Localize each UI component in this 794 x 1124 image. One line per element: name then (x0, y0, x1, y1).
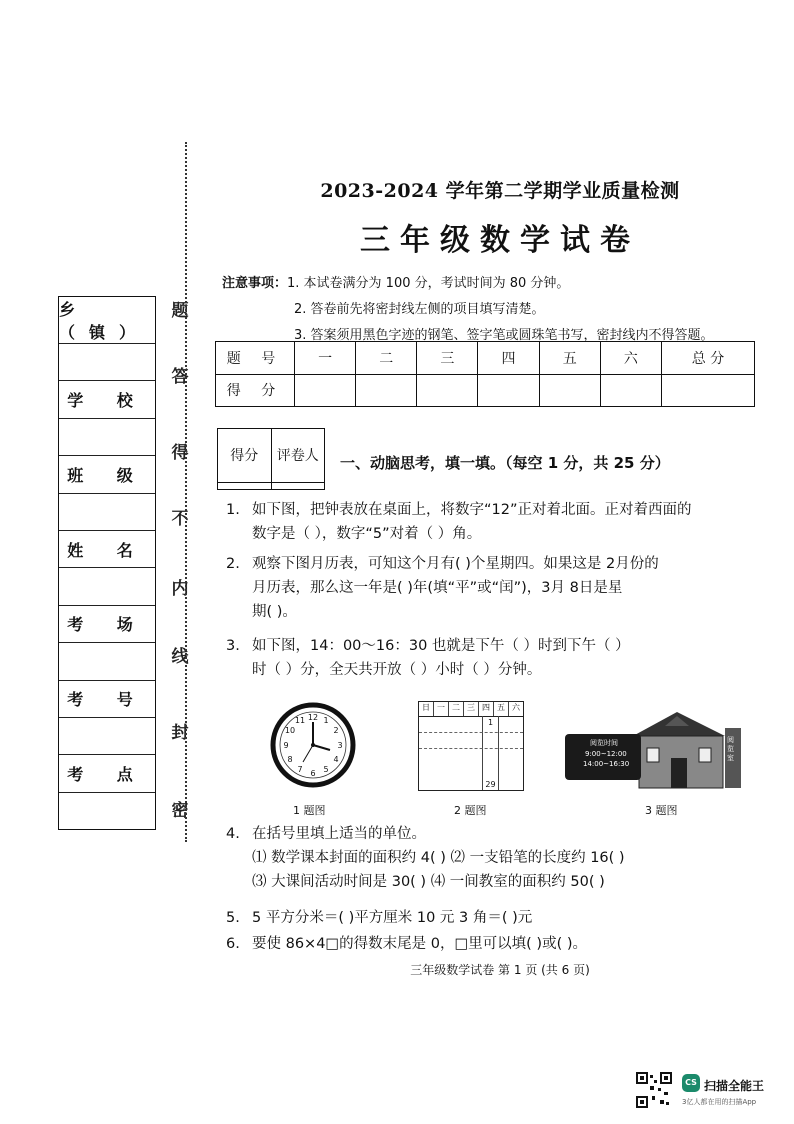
score-cell[interactable] (478, 374, 539, 407)
calendar-last-date: 29 (485, 780, 496, 789)
svg-text:5: 5 (323, 765, 329, 774)
student-info-table (58, 296, 156, 830)
seal-char: 封 (171, 723, 189, 743)
question-number: 5. (226, 910, 240, 926)
field-school-blank[interactable] (59, 419, 155, 456)
field-exam-number-blank[interactable] (59, 718, 155, 755)
seal-char: 线 (171, 647, 189, 667)
question-text: 观察下图月历表，可知这个月有( )个星期四。如果这是 2月份的 (252, 556, 659, 572)
clock-figure (270, 702, 356, 788)
figure-3-caption: 3 题图 (645, 804, 678, 817)
library-hours-morning: 9:00~12:00 (585, 750, 627, 758)
score-col: 三 (417, 342, 478, 375)
svg-text:7: 7 (297, 765, 303, 774)
figure-1-caption: 1 题图 (293, 804, 326, 817)
grader-score-label: 得分 (218, 429, 272, 483)
field-township-blank[interactable] (59, 344, 155, 381)
question-6 (226, 932, 756, 956)
seal-char: 得 (171, 443, 189, 463)
note-item: 2. 答卷前先将密封线左侧的项目填写清楚。 (294, 302, 545, 317)
calendar-day: 四 (479, 702, 494, 716)
field-school: 学 校 (59, 381, 155, 418)
grader-name-cell[interactable] (271, 482, 325, 489)
field-exam-room-blank[interactable] (59, 643, 155, 680)
score-table-header-label: 题 号 (216, 342, 295, 375)
svg-text:10: 10 (284, 726, 296, 735)
score-cell-total[interactable] (662, 374, 755, 407)
score-table (215, 341, 755, 407)
score-cell[interactable] (417, 374, 478, 407)
score-col-total: 总 分 (662, 342, 755, 375)
question-text: 时（ ）分，全天共开放（ ）小时（ ）分钟。 (252, 662, 542, 678)
note-item: 3. 答案须用黑色字迹的钢笔、签字笔或圆珠笔书写，密封线内不得答题。 (294, 328, 714, 343)
library-sign-title: 阅览时间 (590, 739, 618, 747)
question-1 (226, 498, 756, 546)
question-text: 期( )。 (252, 604, 297, 620)
question-text: 如下图，14：00～16：30 也就是下午（ ）时到下午（ ） (252, 638, 630, 654)
question-text: ⑴ 数学课本封面的面积约 4( ) ⑵ 一支铅笔的长度约 16( ) (252, 850, 625, 866)
calendar-day: 五 (494, 702, 509, 716)
seal-char: 内 (171, 579, 189, 599)
question-number: 4. (226, 826, 240, 842)
question-2 (226, 552, 756, 624)
section-1-title: 一、动脑思考，填一填。（每空 1 分，共 25 分） (340, 454, 670, 472)
seal-dashed-line (185, 142, 187, 842)
notes-label: 注意事项： (222, 276, 288, 291)
svg-text:3: 3 (337, 741, 343, 750)
exam-subtitle: 三年级数学试卷 (360, 223, 640, 258)
field-exam-site: 考 点 (59, 755, 155, 792)
question-text: ⑶ 大课间活动时间是 30( ) ⑷ 一间教室的面积约 50( ) (252, 874, 605, 890)
calendar-day: 三 (464, 702, 479, 716)
calendar-first-date: 1 (487, 718, 494, 727)
score-cell[interactable] (295, 374, 356, 407)
field-name: 姓 名 (59, 531, 155, 568)
svg-text:8: 8 (287, 755, 293, 764)
question-text: 在括号里填上适当的单位。 (252, 826, 426, 842)
question-text: 如下图，把钟表放在桌面上，将数字“12”正对着北面。正对着西面的 (252, 502, 692, 518)
score-cell[interactable] (356, 374, 417, 407)
svg-text:2: 2 (333, 726, 339, 735)
question-number: 6. (226, 936, 240, 952)
grader-score-cell[interactable] (218, 482, 272, 489)
question-number: 2. (226, 556, 240, 572)
score-row-label: 得 分 (216, 374, 295, 407)
field-name-blank[interactable] (59, 568, 155, 605)
calendar-day: 二 (449, 702, 464, 716)
library-hours-afternoon: 14:00~16:30 (583, 760, 630, 768)
qr-code-icon (636, 1072, 672, 1108)
svg-text:6: 6 (310, 769, 316, 778)
score-col: 二 (356, 342, 417, 375)
exam-title: 2023-2024 学年第二学期学业质量检测 (320, 180, 680, 202)
question-number: 1. (226, 502, 240, 518)
score-col: 四 (478, 342, 539, 375)
svg-text:4: 4 (333, 755, 339, 764)
question-text: 5 平方分米＝( )平方厘米 10 元 3 角＝( )元 (252, 910, 533, 926)
question-text: 要使 86×4□的得数末尾是 0，□里可以填( )或( )。 (252, 936, 588, 952)
question-text: 月历表，那么这一年是( )年(填“平”或“闰”)，3月 8日是星 (252, 580, 623, 596)
field-class-blank[interactable] (59, 494, 155, 531)
field-class: 班 级 (59, 456, 155, 493)
question-number: 3. (226, 638, 240, 654)
question-3 (226, 634, 756, 682)
calendar-day: 六 (512, 703, 520, 712)
score-cell[interactable] (539, 374, 600, 407)
svg-text:11: 11 (294, 716, 306, 725)
svg-text:1: 1 (323, 716, 329, 725)
note-item: 1. 本试卷满分为 100 分，考试时间为 80 分钟。 (287, 276, 570, 291)
score-col: 五 (539, 342, 600, 375)
calendar-day: 一 (434, 702, 449, 716)
brand-name: 扫描全能王 (704, 1079, 765, 1093)
grader-name-label: 评卷人 (271, 429, 325, 483)
question-5 (226, 906, 756, 930)
field-exam-number: 考 号 (59, 681, 155, 718)
figure-2-caption: 2 题图 (454, 804, 487, 817)
notes-block (222, 271, 714, 349)
brand-tagline: 3亿人都在用的扫描App (682, 1098, 757, 1106)
question-4 (226, 822, 756, 894)
page-footer: 三年级数学试卷 第 1 页 (共 6 页) (410, 963, 590, 977)
score-col: 六 (600, 342, 661, 375)
field-exam-site-blank[interactable] (59, 793, 155, 829)
calendar-day: 日 (419, 702, 434, 716)
seal-char: 题 (171, 301, 189, 321)
score-cell[interactable] (600, 374, 661, 407)
seal-char: 密 (171, 801, 189, 821)
field-exam-room: 考 场 (59, 606, 155, 643)
grader-box (217, 428, 325, 490)
calendar-figure (418, 701, 524, 791)
camscanner-logo-icon: CS (682, 1074, 700, 1092)
question-text: 数字是（ ），数字“5”对着（ ）角。 (252, 526, 482, 542)
seal-char: 答 (171, 367, 189, 387)
field-township: 乡（镇） (59, 297, 155, 344)
svg-text:9: 9 (283, 741, 289, 750)
library-building-label: 阅览室 (727, 736, 734, 762)
seal-char: 不 (171, 509, 189, 529)
svg-text:12: 12 (307, 713, 319, 722)
score-col: 一 (295, 342, 356, 375)
